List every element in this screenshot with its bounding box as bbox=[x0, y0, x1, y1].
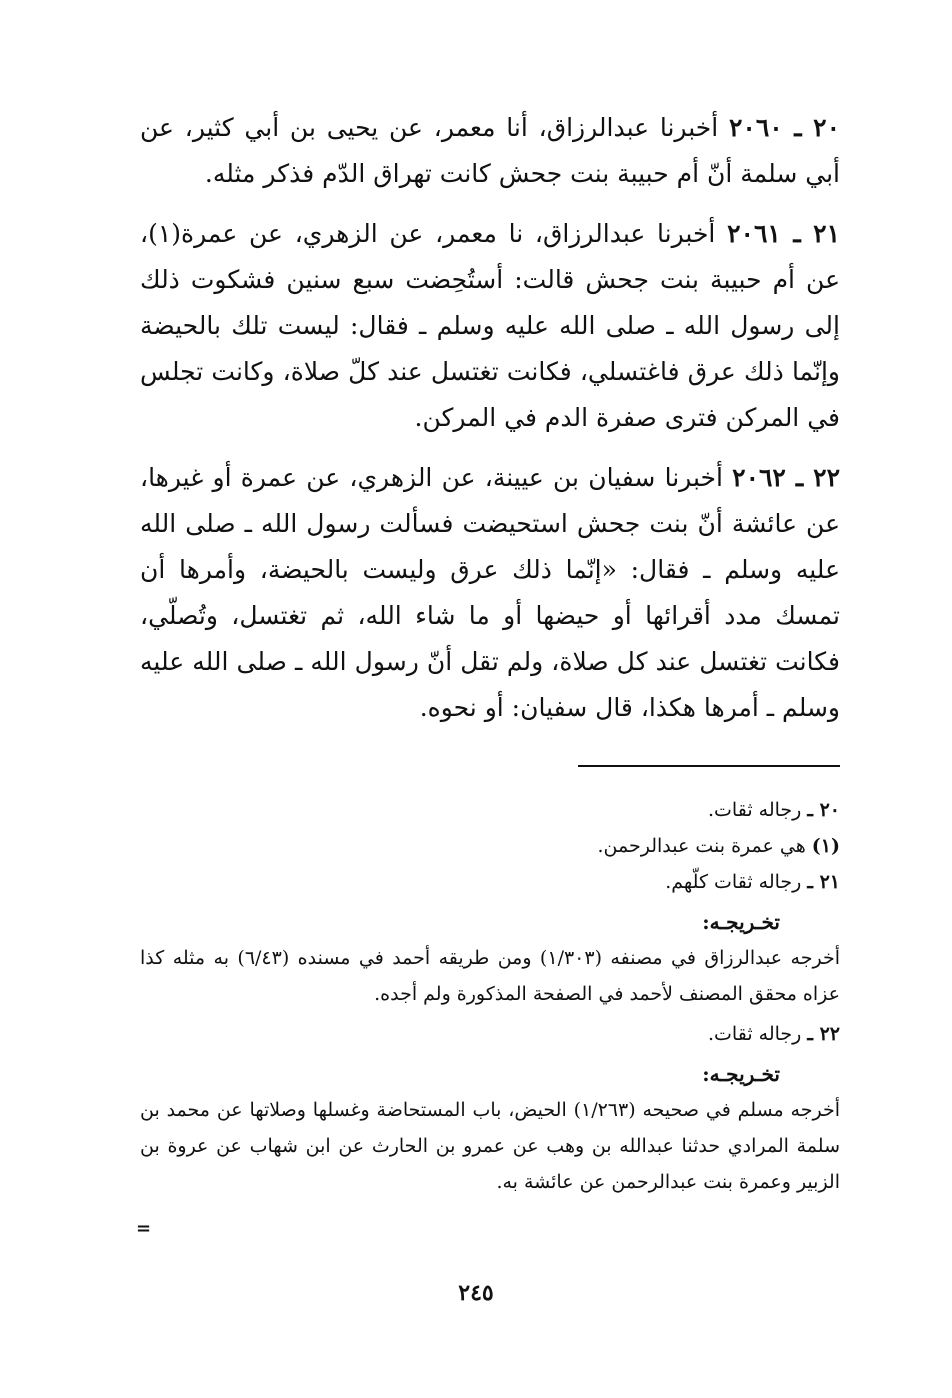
takhrij-heading-22: تخـريجـه: bbox=[702, 1062, 780, 1086]
footnotes-section bbox=[140, 792, 840, 1204]
hadith-text: أخبرنا سفيان بن عيينة، عن الزهري، عن عمرة أو غيرها، عن عائشة أنّ بنت جحش استحيضت فسألت رسول الله ـ صلى الله عليه وسلم ـ فقال: «إنّما ذلك عرق وليست بالحيضة، وأمرها أن تمسك مدد أقرائها أو حيضها أو ما شاء الله، ثم تغتسل، وتُصلّي، فكانت تغتسل عند كل صلاة، ولم تقل أنّ رسول الله ـ صلى الله عليه وسلم ـ أمرها هكذا، قال سفيان: أو نحوه. bbox=[140, 463, 840, 722]
hadith-2060 bbox=[140, 105, 840, 197]
hadith-number: ٢١ ـ ٢٠٦١ bbox=[727, 219, 840, 248]
hadith-2061 bbox=[140, 211, 840, 441]
page-number: ٢٤٥ bbox=[458, 1280, 494, 1306]
footnote-number: ٢٢ ـ bbox=[807, 1023, 840, 1045]
hadith-2062 bbox=[140, 455, 840, 731]
footnote-text: هي عمرة بنت عبدالرحمن. bbox=[597, 835, 806, 857]
footnote-1 bbox=[140, 828, 840, 864]
footnote-20 bbox=[140, 792, 840, 828]
footnote-text: رجاله ثقات كلّهم. bbox=[665, 871, 802, 893]
footnote-number: ٢٠ ـ bbox=[807, 799, 840, 821]
footnote-number: ٢١ ـ bbox=[807, 871, 840, 893]
takhrij-heading-21: تخـريجـه: bbox=[702, 910, 780, 934]
footnote-text: رجاله ثقات. bbox=[708, 1023, 802, 1045]
takhrij-text-21: أخرجه عبدالرزاق في مصنفه (١/٣٠٣) ومن طريقه أحمد في مسنده (٦/٤٣) به مثله كذا عزاه محقق المصنف لأحمد في الصفحة المذكورة ولم أجده. bbox=[140, 947, 840, 1005]
footnote-text: رجاله ثقات. bbox=[708, 799, 802, 821]
hadith-number: ٢٢ ـ ٢٠٦٢ bbox=[732, 463, 841, 492]
hadith-number: ٢٠ ـ ٢٠٦٠ bbox=[728, 113, 840, 142]
footnote-divider bbox=[578, 765, 840, 767]
footnote-22 bbox=[140, 1016, 840, 1052]
footnote-number: (١) bbox=[811, 835, 840, 857]
hadith-section bbox=[140, 105, 840, 745]
footnote-21 bbox=[140, 864, 840, 900]
hadith-text: أخبرنا عبدالرزاق، أنا معمر، عن يحيى بن أبي كثير، عن أبي سلمة أنّ أم حبيبة بنت جحش كانت تهراق الدّم فذكر مثله. bbox=[140, 113, 840, 188]
hadith-text: أخبرنا عبدالرزاق، نا معمر، عن الزهري، عن عمرة(١)، عن أم حبيبة بنت جحش قالت: أستُحِضت سبع سنين فشكوت ذلك إلى رسول الله ـ صلى الله عليه وسلم ـ فقال: ليست تلك بالحيضة وإنّما ذلك عرق فاغتسلي، فكانت تغتسل عند كلّ صلاة، وكانت تجلس في المركن فترى صفرة الدم في المركن. bbox=[140, 219, 840, 432]
takhrij-text-22: أخرجه مسلم في صحيحه (١/٢٦٣) الحيض، باب المستحاضة وغسلها وصلاتها عن محمد بن سلمة المرادي حدثنا عبدالله بن وهب عن عمرو بن الحارث عن ابن شهاب عن عروة بن الزبير وعمرة بنت عبدالرحمن عن عائشة به. bbox=[140, 1099, 841, 1193]
continuation-mark: = bbox=[136, 1218, 152, 1239]
